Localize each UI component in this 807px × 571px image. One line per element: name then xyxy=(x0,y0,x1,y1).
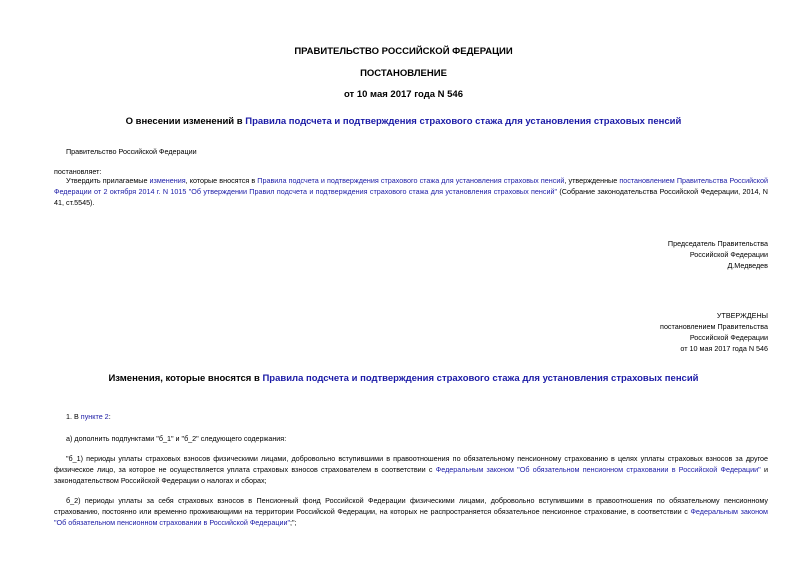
decree-1015-link[interactable]: постановлением Правительства Российской Федерации от 2 октября 2014 г. N 1015 "Об утверждении Правил подсчета и подтверждения страхового стажа для установления страховых пенсий" xyxy=(54,176,768,196)
rules-link[interactable]: Правила подсчета и подтверждения страхового стажа для установления страховых пенсий xyxy=(257,176,565,185)
p1-text-c: , утвержденные xyxy=(564,176,620,185)
approval-line-3: Российской Федерации xyxy=(689,333,768,342)
approval-line-2: постановлением Правительства xyxy=(660,322,768,331)
decides-label: постановляет: xyxy=(54,167,102,176)
item-1 xyxy=(66,411,111,422)
decree-paragraph xyxy=(54,175,768,208)
date-number-heading: от 10 мая 2017 года N 546 xyxy=(343,89,464,100)
subitem-a: а) дополнить подпунктами "б_1" и "б_2" следующего содержания: xyxy=(66,434,287,443)
signature-block xyxy=(548,238,768,271)
approval-line-4: от 10 мая 2017 года N 546 xyxy=(680,344,768,353)
document-title xyxy=(0,116,807,127)
b2-federal-law-link[interactable]: Федеральным законом "Об обязательном пенсионном страховании в Российской Федерации" xyxy=(54,507,768,527)
item1-text-a: 1. В xyxy=(66,412,81,421)
signature-line-2: Российской Федерации xyxy=(689,250,768,259)
b1-text-b: и законодательством Российской Федерации о налогах и сборах; xyxy=(54,465,768,485)
approval-line-1: УТВЕРЖДЕНЫ xyxy=(716,311,768,320)
b1-federal-law-link[interactable]: Федеральным законом "Об обязательном пенсионном страховании в Российской Федерации" xyxy=(435,465,761,474)
p1-text-b: , которые вносятся в xyxy=(185,176,258,185)
signature-line-1: Председатель Правительства xyxy=(667,239,768,248)
title-prefix: О внесении изменений в xyxy=(125,116,246,127)
paragraph-b1 xyxy=(54,453,768,486)
authority-heading: ПРАВИТЕЛЬСТВО РОССИЙСКОЙ ФЕДЕРАЦИИ xyxy=(294,46,513,57)
b2-text-b: ;"; xyxy=(290,518,297,527)
p1-text-d: (Собрание законодательства Российской Федерации, 2014, N 41, ст.5545). xyxy=(54,187,768,207)
government-label: Правительство Российской Федерации xyxy=(66,147,197,156)
changes-title xyxy=(0,373,807,384)
paragraph-b2 xyxy=(54,495,768,528)
signature-line-3: Д.Медведев xyxy=(727,261,768,270)
item1-text-b: : xyxy=(108,412,111,421)
clause-2-link[interactable]: пункте 2 xyxy=(80,412,109,421)
doc-type-heading: ПОСТАНОВЛЕНИЕ xyxy=(360,68,447,79)
b1-text-a: "б_1) периоды уплаты страховых взносов физическими лицами, добровольно вступившими в правоотношения по обязательному пенсионному страхованию в целях уплаты страховых взносов за другое физическое лицо, за которое не осуществляется уплата страховых взносов страхователем в соответствии с xyxy=(54,454,768,474)
changes-title-rules-link[interactable]: Правила подсчета и подтверждения страхового стажа для установления страховых пенсий xyxy=(262,373,699,384)
changes-title-prefix: Изменения, которые вносятся в xyxy=(108,373,263,384)
p1-text-a: Утвердить прилагаемые xyxy=(66,176,150,185)
approval-block xyxy=(548,310,768,354)
title-rules-link[interactable]: Правила подсчета и подтверждения страхового стажа для установления страховых пенсий xyxy=(245,116,682,127)
b2-text-a: б_2) периоды уплаты за себя страховых взносов в Пенсионный фонд Российской Федерации физическими лицами, добровольно вступившими в правоотношения по обязательному пенсионному страхованию, постоянно или временно проживающими на территории Российской Федерации, на которых не распространяется обязательное пенсионное страхование, в соответствии с xyxy=(54,496,768,516)
changes-link[interactable]: изменения xyxy=(149,176,186,185)
